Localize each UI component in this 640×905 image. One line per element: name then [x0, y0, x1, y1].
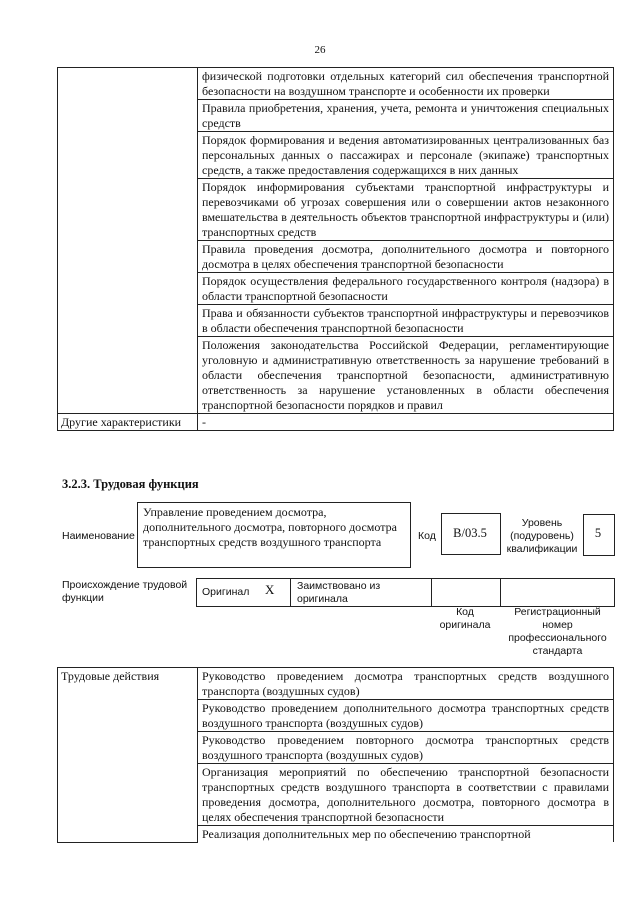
table-row: Руководство проведением повторного досмотра транспортных средств воздушного транспорта (воздушных судов)	[198, 732, 614, 764]
table-row: Реализация дополнительных мер по обеспечению транспортной	[198, 826, 614, 843]
original-label: Оригинал	[202, 586, 250, 598]
level-label: Уровень (подуровень) квалификации	[506, 517, 578, 555]
original-mark: X	[265, 582, 275, 597]
labor-actions-table	[57, 667, 614, 843]
table-row: Права и обязанности субъектов транспортной инфраструктуры и перевозчиков в области обеспечения транспортной безопасности	[198, 305, 614, 337]
reg-number-label: Регистрационный номер профессионального стандарта	[508, 606, 607, 657]
table-row: Порядок формирования и ведения автоматизированных централизованных баз персональных данных о пассажирах и персонале (экипаже) транспортных средств, а также предоставления содержащихся в них данных	[198, 132, 614, 179]
empty-label-cell	[58, 68, 198, 414]
code-label: Код	[418, 530, 436, 542]
page-number: 26	[314, 44, 326, 56]
level-value: 5	[594, 526, 602, 540]
other-characteristics-label: Другие характеристики	[58, 414, 198, 431]
table-row: Руководство проведением дополнительного досмотра транспортных средств воздушного транспорта (воздушных судов)	[198, 700, 614, 732]
knowledge-table	[57, 67, 614, 431]
table-row: Порядок осуществления федерального государственного контроля (надзора) в области транспортной безопасности	[198, 273, 614, 305]
table-row: Руководство проведением досмотра транспортных средств воздушного транспорта (воздушных судов)	[198, 668, 614, 700]
table-row: Положения законодательства Российской Федерации, регламентирующие уголовную и административную ответственность за нарушение требований в области обеспечения транспортной безопасности, административную ответственность за нарушение установленных в области обеспечения транспортной безопасности порядков и правил	[198, 337, 614, 414]
reg-number-box	[500, 578, 615, 607]
other-characteristics-value: -	[198, 414, 614, 431]
table-row: физической подготовки отдельных категорий сил обеспечения транспортной безопасности на воздушном транспорте и особенности их проверки	[198, 68, 614, 100]
labor-actions-label: Трудовые действия	[58, 668, 198, 843]
table-row: Правила проведения досмотра, дополнительного досмотра и повторного досмотра в целях обеспечения транспортной безопасности	[198, 241, 614, 273]
section-title: 3.2.3. Трудовая функция	[62, 477, 199, 491]
code-original-box	[431, 578, 501, 607]
origin-label: Происхождение трудовой функции	[62, 579, 188, 604]
table-row: Порядок информирования субъектами транспортной инфраструктуры и перевозчиками об угрозах совершения или о совершении актов незаконного вмешательства в деятельность объектов транспортной инфраструктуры и (или) транспортных средств	[198, 179, 614, 241]
table-row: Организация мероприятий по обеспечению транспортной безопасности транспортных средств воздушного транспорта в соответствии с правилами проведения досмотра, дополнительного досмотра, повторного досмотра в целях обеспечения транспортной безопасности	[198, 764, 614, 826]
code-original-label: Код оригинала	[439, 606, 491, 631]
borrowed-label: Заимствовано из оригинала	[297, 580, 381, 605]
code-value: B/03.5	[453, 526, 487, 540]
function-name: Управление проведением досмотра, дополнительного досмотра, повторного досмотра транспортных средств воздушного транспорта	[143, 505, 397, 549]
name-label: Наименование	[62, 530, 135, 542]
table-row: Правила приобретения, хранения, учета, ремонта и уничтожения специальных средств	[198, 100, 614, 132]
